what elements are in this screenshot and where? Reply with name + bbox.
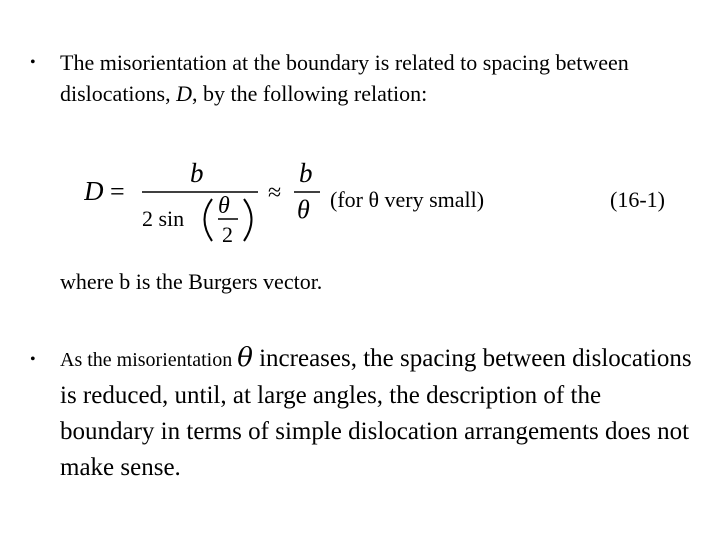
bullet-item-2: [30, 340, 700, 486]
equation-rhs-denominator: θ: [297, 195, 310, 224]
equation-number: (16-1): [610, 187, 665, 212]
bullet-item-1: [30, 47, 660, 109]
equation-denominator-theta: θ: [218, 193, 230, 219]
bullet-1-variable: D: [176, 81, 192, 106]
equation-rhs-numerator: b: [299, 158, 313, 188]
bullet-marker: •: [30, 351, 36, 368]
bullet-1-text-after: , by the following relation:: [192, 81, 428, 106]
equation-lhs: D: [84, 176, 104, 206]
bullet-1-text-before: The misorientation at the boundary is related to spacing between dislocations,: [60, 50, 629, 106]
bullet-2-rest: increases, the spacing between dislocations is reduced, until, at large angles, the description of the boundary in terms of simple dislocation arrangements does not make sense.: [60, 345, 692, 481]
bullet-marker: •: [30, 54, 36, 71]
bullet-2-lead: As the misorientation: [60, 349, 238, 371]
equation-equals: =: [110, 177, 125, 206]
equation-denominator-two: 2: [222, 222, 233, 247]
left-paren: [205, 199, 213, 241]
theta-symbol: θ: [237, 343, 253, 373]
bullet-2-text: [60, 340, 700, 486]
equation-approx: ≈: [268, 180, 282, 206]
equation-condition: (for θ very small): [330, 187, 485, 212]
equation-formula: [84, 158, 324, 253]
where-text: where b is the Burgers vector.: [60, 269, 323, 294]
equation-numerator: b: [190, 158, 204, 188]
right-paren: [244, 199, 252, 241]
bullet-1-text: [60, 47, 660, 109]
equation-denominator-coefficient: 2 sin: [142, 206, 185, 231]
